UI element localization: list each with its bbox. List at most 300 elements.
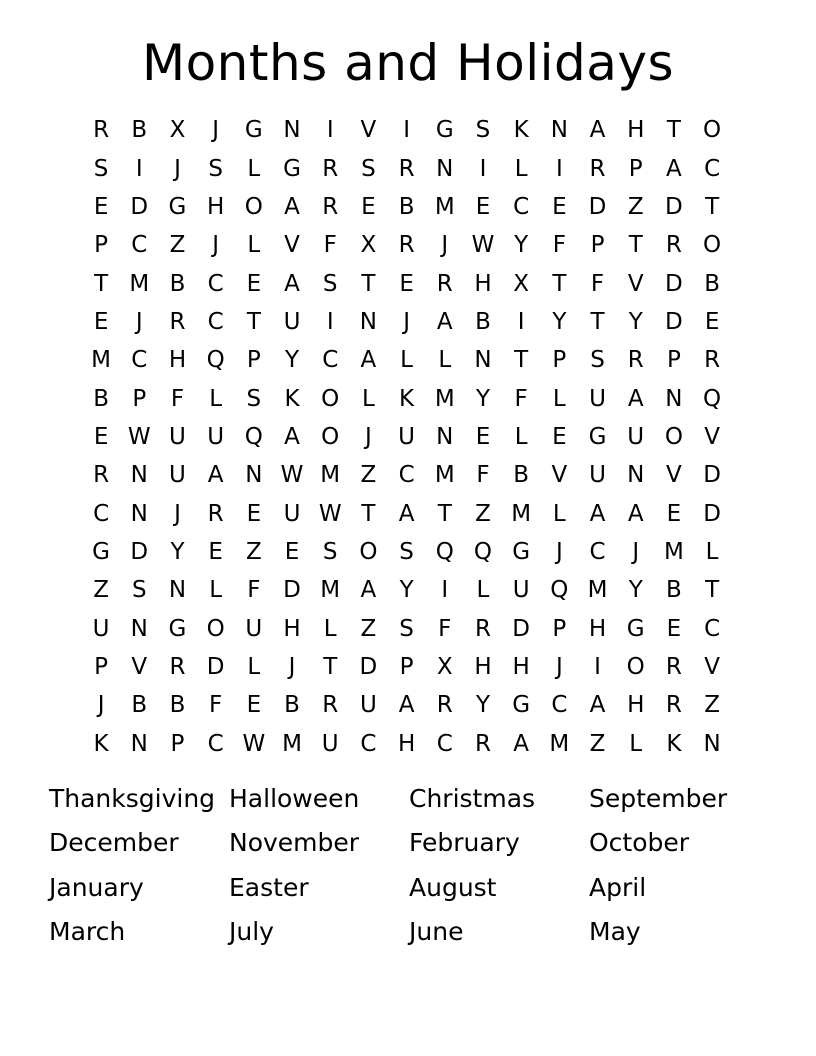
- grid-letter: E: [666, 615, 682, 642]
- grid-letter: A: [436, 308, 453, 335]
- grid-letter: R: [169, 308, 186, 335]
- grid-letter: T: [705, 577, 720, 604]
- grid-letter: U: [169, 423, 186, 450]
- grid-letter: T: [246, 308, 261, 335]
- grid-letter: S: [399, 615, 414, 642]
- grid-letter: E: [552, 193, 567, 220]
- grid-letter: Z: [360, 615, 377, 642]
- grid-letter: R: [93, 117, 110, 144]
- grid-letter: C: [513, 193, 530, 220]
- grid-letter: G: [244, 117, 263, 144]
- grid-letter: M: [434, 462, 455, 489]
- grid-letter: P: [94, 653, 109, 680]
- grid-letter: N: [665, 385, 683, 412]
- grid-letter: R: [589, 155, 606, 182]
- grid-letter: H: [474, 270, 492, 297]
- word-list-item: November: [229, 828, 360, 858]
- grid-letter: C: [93, 500, 110, 527]
- grid-letter: D: [703, 500, 721, 527]
- grid-letter: T: [361, 500, 376, 527]
- word-list-item: October: [589, 828, 690, 858]
- grid-letter: H: [512, 653, 530, 680]
- grid-letter: F: [590, 270, 605, 297]
- word-list-item: February: [409, 828, 520, 858]
- grid-letter: A: [627, 500, 644, 527]
- grid-letter: E: [399, 270, 414, 297]
- grid-letter: T: [361, 270, 376, 297]
- grid-letter: W: [280, 462, 304, 489]
- grid-letter: B: [131, 117, 148, 144]
- grid-letter: B: [475, 308, 491, 335]
- grid-letter: C: [207, 270, 224, 297]
- word-list-item: December: [49, 828, 179, 858]
- word-list-item: April: [589, 872, 647, 902]
- grid-letter: I: [479, 155, 487, 182]
- grid-letter: C: [398, 462, 415, 489]
- grid-letter: J: [555, 653, 563, 680]
- grid-letter: K: [513, 117, 529, 144]
- grid-letter: S: [93, 155, 109, 182]
- grid-letter: O: [321, 423, 340, 450]
- grid-letter: R: [704, 347, 721, 374]
- grid-letter: B: [169, 692, 186, 719]
- grid-letter: O: [703, 117, 722, 144]
- grid-letter: A: [398, 500, 415, 527]
- grid-letter: A: [513, 730, 530, 757]
- grid-letter: L: [552, 500, 566, 527]
- grid-letter: C: [322, 347, 339, 374]
- grid-letter: I: [555, 155, 563, 182]
- grid-letter: J: [174, 500, 181, 527]
- grid-letter: F: [552, 232, 566, 259]
- grid-letter: N: [245, 462, 263, 489]
- grid-letter: E: [93, 423, 109, 450]
- grid-letter: N: [703, 730, 721, 757]
- grid-letter: D: [130, 538, 149, 565]
- grid-letter: L: [514, 423, 528, 450]
- grid-letter: D: [665, 193, 683, 220]
- grid-letter: C: [360, 730, 377, 757]
- grid-letter: P: [132, 385, 147, 412]
- grid-letter: M: [129, 270, 150, 297]
- grid-letter: Z: [93, 577, 109, 604]
- grid-letter: L: [323, 615, 337, 642]
- grid-letter: S: [322, 538, 338, 565]
- grid-letter: L: [438, 347, 452, 374]
- grid-letter: L: [400, 347, 413, 374]
- grid-letter: L: [209, 385, 223, 412]
- grid-letter: T: [514, 347, 529, 374]
- word-list-item: Christmas: [409, 783, 536, 813]
- grid-letter: T: [590, 308, 605, 335]
- grid-letter: Z: [627, 193, 644, 220]
- grid-letter: Y: [170, 538, 185, 565]
- grid-letter: G: [435, 117, 454, 144]
- grid-letter: U: [283, 500, 301, 527]
- grid-letter: O: [206, 615, 225, 642]
- grid-letter: B: [131, 692, 148, 719]
- grid-letter: U: [359, 692, 377, 719]
- grid-letter: F: [247, 577, 261, 604]
- grid-letter: U: [321, 730, 339, 757]
- grid-letter: H: [627, 692, 645, 719]
- grid-letter: R: [474, 615, 491, 642]
- grid-letter: C: [436, 730, 453, 757]
- grid-letter: A: [589, 500, 606, 527]
- grid-letter: O: [626, 653, 645, 680]
- grid-letter: T: [94, 270, 109, 297]
- grid-letter: U: [169, 462, 186, 489]
- grid-letter: D: [359, 653, 378, 680]
- grid-letter: F: [170, 385, 185, 412]
- grid-letter: J: [441, 232, 449, 259]
- grid-letter: S: [399, 538, 414, 565]
- grid-letter: A: [589, 692, 606, 719]
- grid-letter: U: [398, 423, 416, 450]
- grid-letter: Z: [704, 692, 720, 719]
- page-title: Months and Holidays: [141, 34, 675, 92]
- grid-letter: P: [246, 347, 261, 374]
- grid-letter: R: [93, 462, 110, 489]
- word-list-item: June: [409, 917, 464, 947]
- grid-letter: T: [437, 500, 452, 527]
- grid-letter: N: [130, 462, 148, 489]
- grid-letter: T: [666, 117, 681, 144]
- grid-letter: A: [284, 423, 300, 450]
- grid-letter: P: [666, 347, 681, 374]
- grid-letter: N: [130, 500, 148, 527]
- grid-letter: G: [626, 615, 645, 642]
- grid-letter: J: [288, 653, 296, 680]
- grid-letter: H: [474, 653, 492, 680]
- grid-letter: R: [169, 653, 186, 680]
- grid-letter: B: [93, 385, 109, 412]
- grid-letter: W: [471, 232, 495, 259]
- grid-letter: J: [212, 117, 220, 144]
- grid-letter: E: [475, 423, 491, 450]
- grid-letter: E: [361, 193, 376, 220]
- grid-letter: I: [326, 308, 334, 335]
- grid-letter: G: [588, 423, 607, 450]
- grid-letter: Q: [550, 577, 569, 604]
- grid-letter: K: [93, 730, 109, 757]
- grid-letter: V: [360, 117, 377, 144]
- grid-letter: J: [365, 423, 372, 450]
- grid-letter: O: [703, 232, 722, 259]
- grid-letter: L: [705, 538, 719, 565]
- grid-letter: A: [627, 385, 644, 412]
- grid-letter: E: [666, 500, 682, 527]
- grid-letter: Z: [589, 730, 606, 757]
- grid-letter: N: [130, 615, 148, 642]
- grid-letter: X: [360, 232, 377, 259]
- grid-letter: Y: [399, 577, 414, 604]
- grid-letter: S: [131, 577, 147, 604]
- grid-letter: C: [704, 155, 721, 182]
- grid-letter: J: [403, 308, 410, 335]
- grid-letter: O: [359, 538, 378, 565]
- grid-letter: E: [475, 193, 491, 220]
- grid-letter: M: [320, 577, 341, 604]
- word-list-item: July: [229, 917, 274, 947]
- grid-letter: J: [555, 538, 563, 565]
- grid-letter: A: [360, 347, 377, 374]
- grid-letter: R: [627, 347, 644, 374]
- grid-letter: M: [434, 385, 455, 412]
- grid-letter: Q: [473, 538, 493, 565]
- grid-letter: L: [247, 155, 261, 182]
- grid-letter: E: [93, 308, 109, 335]
- grid-letter: L: [247, 232, 261, 259]
- grid-letter: A: [284, 270, 300, 297]
- grid-letter: Q: [244, 423, 263, 450]
- word-list-item: January: [49, 872, 144, 902]
- grid-letter: C: [131, 347, 148, 374]
- grid-letter: R: [322, 155, 339, 182]
- grid-letter: R: [436, 270, 453, 297]
- grid-letter: U: [589, 385, 606, 412]
- grid-letter: P: [170, 730, 185, 757]
- grid-letter: B: [704, 270, 720, 297]
- grid-letter: K: [284, 385, 300, 412]
- word-list-item: March: [49, 917, 126, 947]
- grid-letter: H: [397, 730, 416, 757]
- grid-letter: V: [284, 232, 300, 259]
- grid-letter: I: [403, 117, 410, 144]
- grid-letter: M: [320, 462, 341, 489]
- grid-letter: F: [476, 462, 490, 489]
- grid-letter: N: [627, 462, 645, 489]
- grid-letter: D: [665, 270, 683, 297]
- grid-letter: J: [212, 232, 220, 259]
- grid-letter: V: [704, 653, 720, 680]
- grid-letter: E: [208, 538, 223, 565]
- grid-letter: U: [207, 423, 225, 450]
- grid-letter: J: [632, 538, 640, 565]
- grid-letter: O: [664, 423, 683, 450]
- grid-letter: D: [588, 193, 607, 220]
- word-list-item: August: [409, 872, 497, 902]
- grid-letter: P: [399, 653, 414, 680]
- grid-letter: H: [168, 347, 187, 374]
- grid-letter: E: [246, 500, 262, 527]
- grid-letter: R: [436, 692, 453, 719]
- grid-letter: E: [284, 538, 300, 565]
- grid-letter: I: [517, 308, 525, 335]
- grid-letter: O: [244, 193, 263, 220]
- grid-letter: V: [551, 462, 568, 489]
- grid-letter: W: [318, 500, 342, 527]
- grid-letter: R: [322, 692, 339, 719]
- grid-letter: D: [130, 193, 149, 220]
- grid-letter: G: [168, 193, 187, 220]
- grid-letter: D: [283, 577, 301, 604]
- grid-letter: Q: [206, 347, 225, 374]
- grid-letter: R: [207, 500, 224, 527]
- grid-letter: J: [97, 692, 105, 719]
- grid-letter: S: [246, 385, 262, 412]
- grid-letter: D: [512, 615, 531, 642]
- grid-letter: Y: [552, 308, 567, 335]
- grid-letter: M: [549, 730, 570, 757]
- grid-letter: R: [398, 155, 415, 182]
- grid-letter: Z: [360, 462, 377, 489]
- grid-letter: R: [322, 193, 339, 220]
- grid-letter: T: [323, 653, 338, 680]
- grid-letter: C: [589, 538, 606, 565]
- grid-letter: I: [135, 155, 143, 182]
- grid-letter: A: [207, 462, 224, 489]
- grid-letter: Q: [703, 385, 722, 412]
- grid-letter: Z: [169, 232, 186, 259]
- grid-letter: T: [552, 270, 567, 297]
- grid-letter: H: [283, 615, 301, 642]
- grid-letter: R: [665, 692, 682, 719]
- grid-letter: Y: [285, 347, 300, 374]
- grid-letter: U: [283, 308, 301, 335]
- grid-letter: N: [168, 577, 187, 604]
- grid-letter: V: [666, 462, 682, 489]
- grid-letter: B: [666, 577, 682, 604]
- grid-letter: M: [511, 500, 532, 527]
- grid-letter: I: [441, 577, 449, 604]
- word-list-item: Halloween: [229, 783, 360, 813]
- word-list-item: Thanksgiving: [49, 783, 216, 813]
- grid-letter: R: [474, 730, 491, 757]
- grid-letter: N: [474, 347, 492, 374]
- grid-letter: Y: [475, 385, 490, 412]
- grid-letter: A: [589, 117, 606, 144]
- grid-letter: H: [627, 117, 645, 144]
- word-list-item: May: [589, 917, 641, 947]
- grid-letter: V: [131, 653, 148, 680]
- grid-letter: O: [321, 385, 340, 412]
- grid-letter: G: [512, 692, 531, 719]
- grid-letter: N: [436, 155, 454, 182]
- grid-letter: S: [361, 155, 376, 182]
- grid-letter: I: [594, 653, 601, 680]
- grid-letter: A: [360, 577, 377, 604]
- grid-letter: C: [704, 615, 721, 642]
- grid-letter: T: [705, 193, 720, 220]
- grid-letter: W: [242, 730, 266, 757]
- grid-letter: M: [91, 347, 112, 374]
- grid-letter: Z: [475, 500, 491, 527]
- grid-letter: R: [398, 232, 415, 259]
- grid-letter: P: [552, 347, 567, 374]
- grid-letter: S: [208, 155, 223, 182]
- grid-letter: D: [665, 308, 683, 335]
- grid-letter: L: [209, 577, 223, 604]
- grid-letter: K: [399, 385, 415, 412]
- grid-letter: Y: [628, 308, 643, 335]
- grid-letter: P: [590, 232, 605, 259]
- grid-letter: L: [629, 730, 643, 757]
- grid-letter: L: [476, 577, 490, 604]
- grid-letter: V: [627, 270, 644, 297]
- grid-letter: V: [704, 423, 720, 450]
- grid-letter: N: [436, 423, 454, 450]
- grid-letter: Q: [435, 538, 454, 565]
- grid-letter: C: [207, 730, 224, 757]
- letter-grid: [82, 111, 731, 763]
- grid-letter: U: [589, 462, 606, 489]
- grid-letter: I: [326, 117, 334, 144]
- grid-letter: A: [666, 155, 682, 182]
- grid-letter: X: [169, 117, 186, 144]
- grid-letter: A: [284, 193, 300, 220]
- grid-letter: P: [94, 232, 109, 259]
- grid-letter: W: [127, 423, 151, 450]
- grid-letter: M: [282, 730, 302, 757]
- grid-letter: R: [665, 232, 682, 259]
- grid-letter: E: [246, 270, 262, 297]
- grid-letter: L: [361, 385, 375, 412]
- grid-letter: X: [513, 270, 530, 297]
- grid-letter: B: [169, 270, 186, 297]
- grid-letter: F: [323, 232, 337, 259]
- word-list-item: Easter: [229, 872, 309, 902]
- grid-letter: M: [434, 193, 455, 220]
- grid-letter: L: [514, 155, 528, 182]
- grid-letter: L: [247, 653, 261, 680]
- grid-letter: J: [135, 308, 143, 335]
- grid-letter: N: [359, 308, 378, 335]
- grid-letter: S: [322, 270, 338, 297]
- grid-letter: C: [207, 308, 224, 335]
- grid-letter: X: [436, 653, 453, 680]
- grid-letter: C: [551, 692, 568, 719]
- grid-letter: R: [665, 653, 682, 680]
- grid-letter: Y: [475, 692, 490, 719]
- grid-letter: B: [398, 193, 415, 220]
- grid-letter: D: [703, 462, 721, 489]
- grid-letter: A: [398, 692, 415, 719]
- grid-letter: M: [587, 577, 608, 604]
- grid-letter: G: [168, 615, 187, 642]
- grid-letter: F: [514, 385, 528, 412]
- grid-letter: C: [131, 232, 148, 259]
- grid-letter: L: [552, 385, 566, 412]
- word-list-item: September: [589, 783, 728, 813]
- grid-letter: E: [93, 193, 109, 220]
- grid-letter: H: [207, 193, 225, 220]
- word-list: [49, 776, 769, 954]
- grid-letter: F: [438, 615, 452, 642]
- grid-letter: Y: [628, 577, 643, 604]
- grid-letter: N: [130, 730, 148, 757]
- grid-letter: U: [92, 615, 110, 642]
- grid-letter: U: [627, 423, 645, 450]
- grid-letter: E: [552, 423, 567, 450]
- grid-letter: E: [246, 692, 262, 719]
- grid-letter: P: [552, 615, 567, 642]
- grid-letter: K: [666, 730, 682, 757]
- grid-letter: S: [475, 117, 491, 144]
- grid-letter: Z: [245, 538, 262, 565]
- grid-letter: J: [174, 155, 181, 182]
- grid-letter: G: [92, 538, 110, 565]
- grid-letter: P: [628, 155, 643, 182]
- grid-letter: E: [704, 308, 720, 335]
- grid-letter: Y: [514, 232, 529, 259]
- grid-letter: F: [209, 692, 223, 719]
- grid-letter: M: [663, 538, 684, 565]
- grid-letter: N: [550, 117, 568, 144]
- grid-letter: U: [512, 577, 530, 604]
- grid-letter: H: [588, 615, 607, 642]
- grid-letter: S: [590, 347, 605, 374]
